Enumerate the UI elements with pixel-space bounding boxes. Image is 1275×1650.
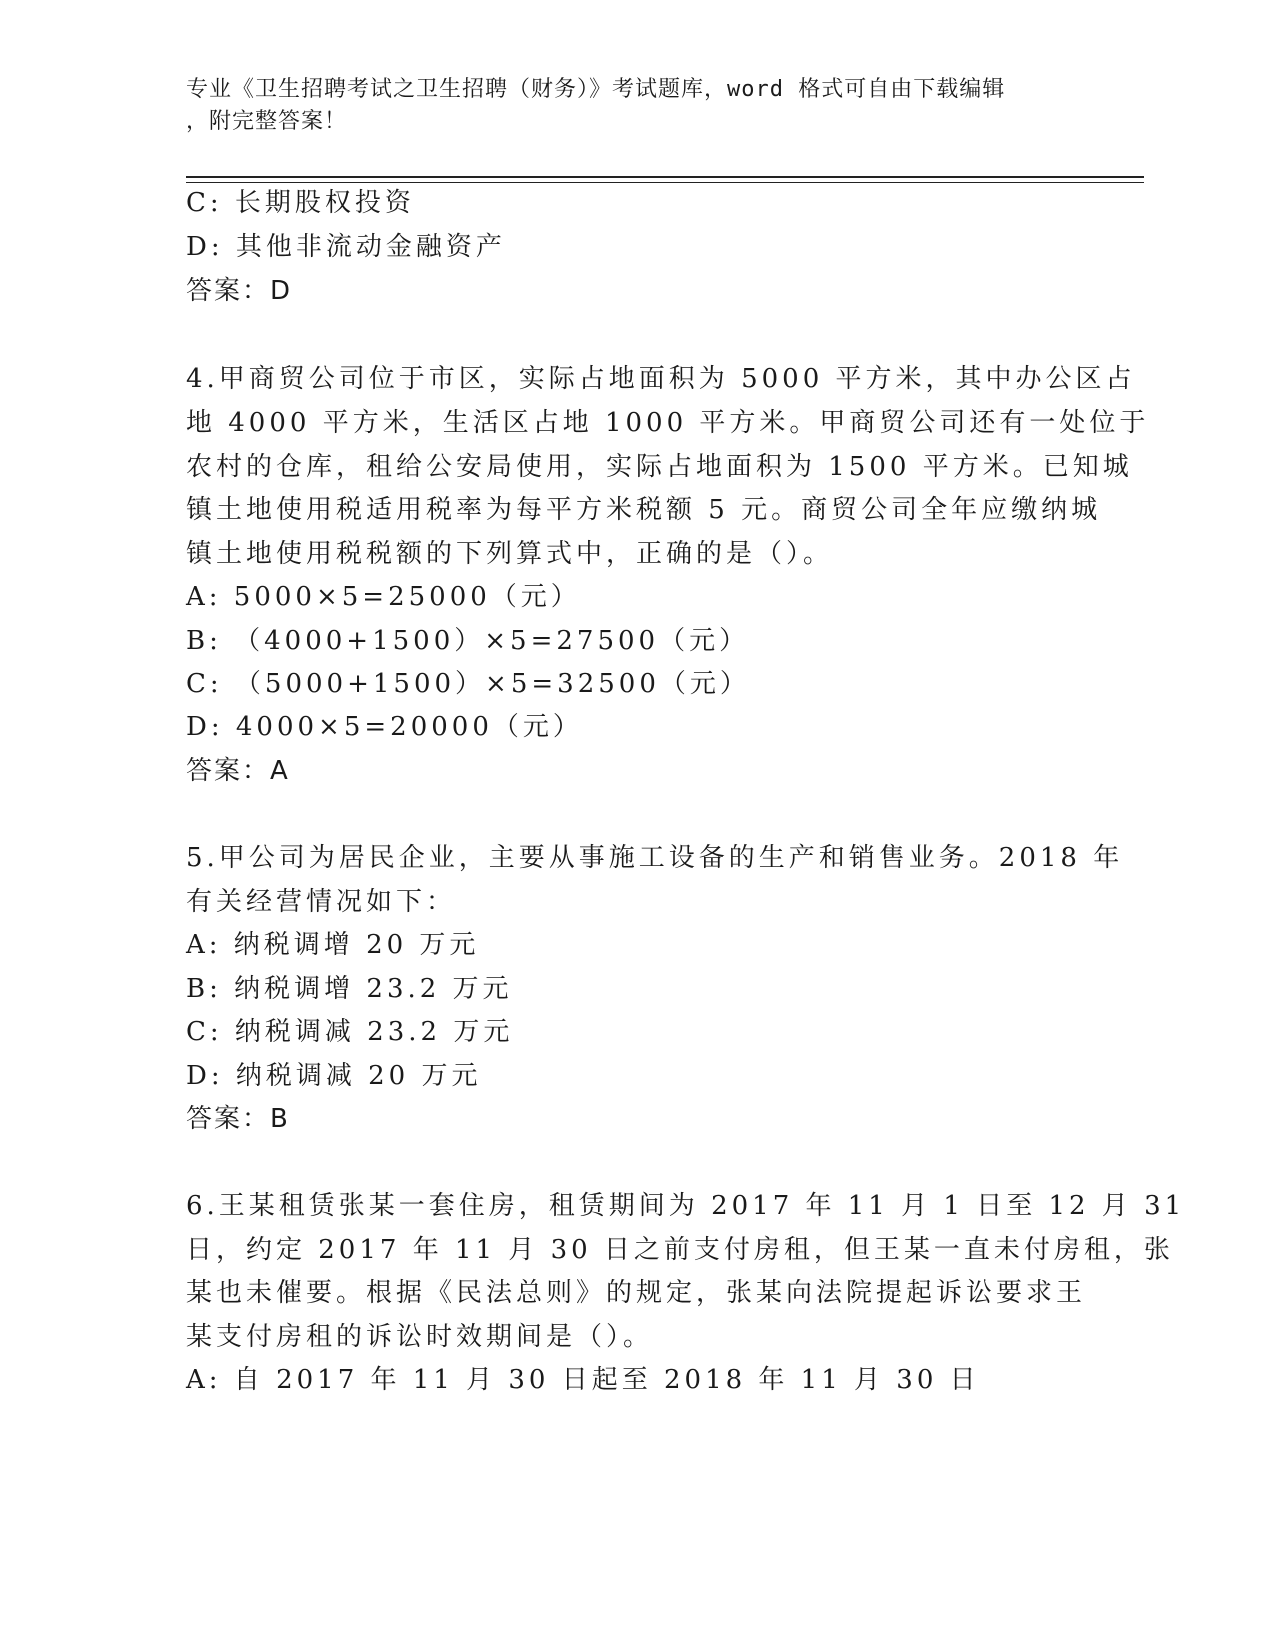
document-header	[186, 74, 1066, 138]
prev-answer: 答案：D	[186, 276, 293, 306]
q4-option-c: C: （5000+1500）×5=32500（元）	[186, 669, 750, 699]
header-divider-thick	[186, 176, 1144, 178]
q4-stem-line-2: 地 4000 平方米，生活区占地 1000 平方米。甲商贸公司还有一处位于	[186, 408, 1150, 438]
prev-option-c: C: 长期股权投资	[186, 188, 415, 218]
q4-option-a: A: 5000×5=25000（元）	[186, 582, 581, 612]
q4-stem-line-1: 4.甲商贸公司位于市区，实际占地面积为 5000 平方米，其中办公区占	[186, 364, 1136, 394]
q6-option-a: A: 自 2017 年 11 月 30 日起至 2018 年 11 月 30 日	[186, 1365, 980, 1395]
header-divider-thin	[186, 182, 1144, 183]
q5-option-b: B: 纳税调增 23.2 万元	[186, 974, 513, 1004]
q6-stem-line-4: 某支付房租的诉讼时效期间是（）。	[186, 1322, 654, 1352]
q4-stem-line-4: 镇土地使用税适用税率为每平方米税额 5 元。商贸公司全年应缴纳城	[186, 495, 1102, 525]
q4-stem-line-5: 镇土地使用税税额的下列算式中，正确的是（）。	[186, 539, 834, 569]
q6-stem-line-1: 6.王某租赁张某一套住房，租赁期间为 2017 年 11 月 1 日至 12 月 31	[186, 1191, 1186, 1221]
q4-option-d: D: 4000×5=20000（元）	[186, 712, 583, 742]
q6-stem-line-3: 某也未催要。根据《民法总则》的规定，张某向法院提起诉讼要求王	[186, 1278, 1087, 1308]
q5-stem-line-2: 有关经营情况如下：	[186, 887, 457, 917]
q5-option-c: C: 纳税调减 23.2 万元	[186, 1017, 514, 1047]
header-line-1: 专业《卫生招聘考试之卫生招聘（财务）》考试题库，word 格式可自由下载编辑	[186, 77, 1006, 102]
q5-option-d: D: 纳税调减 20 万元	[186, 1061, 482, 1091]
q6-stem-line-2: 日，约定 2017 年 11 月 30 日之前支付房租，但王某一直未付房租，张	[186, 1235, 1174, 1265]
q4-answer: 答案：A	[186, 756, 290, 786]
q5-option-a: A: 纳税调增 20 万元	[186, 930, 480, 960]
prev-option-d: D: 其他非流动金融资产	[186, 232, 506, 262]
header-line-2: ，附完整答案！	[186, 109, 348, 134]
q4-stem-line-3: 农村的仓库，租给公安局使用，实际占地面积为 1500 平方米。已知城	[186, 452, 1133, 482]
q5-answer: 答案：B	[186, 1104, 290, 1134]
q4-option-b: B: （4000+1500）×5=27500（元）	[186, 626, 750, 656]
q5-stem-line-1: 5.甲公司为居民企业，主要从事施工设备的生产和销售业务。2018 年	[186, 843, 1124, 873]
